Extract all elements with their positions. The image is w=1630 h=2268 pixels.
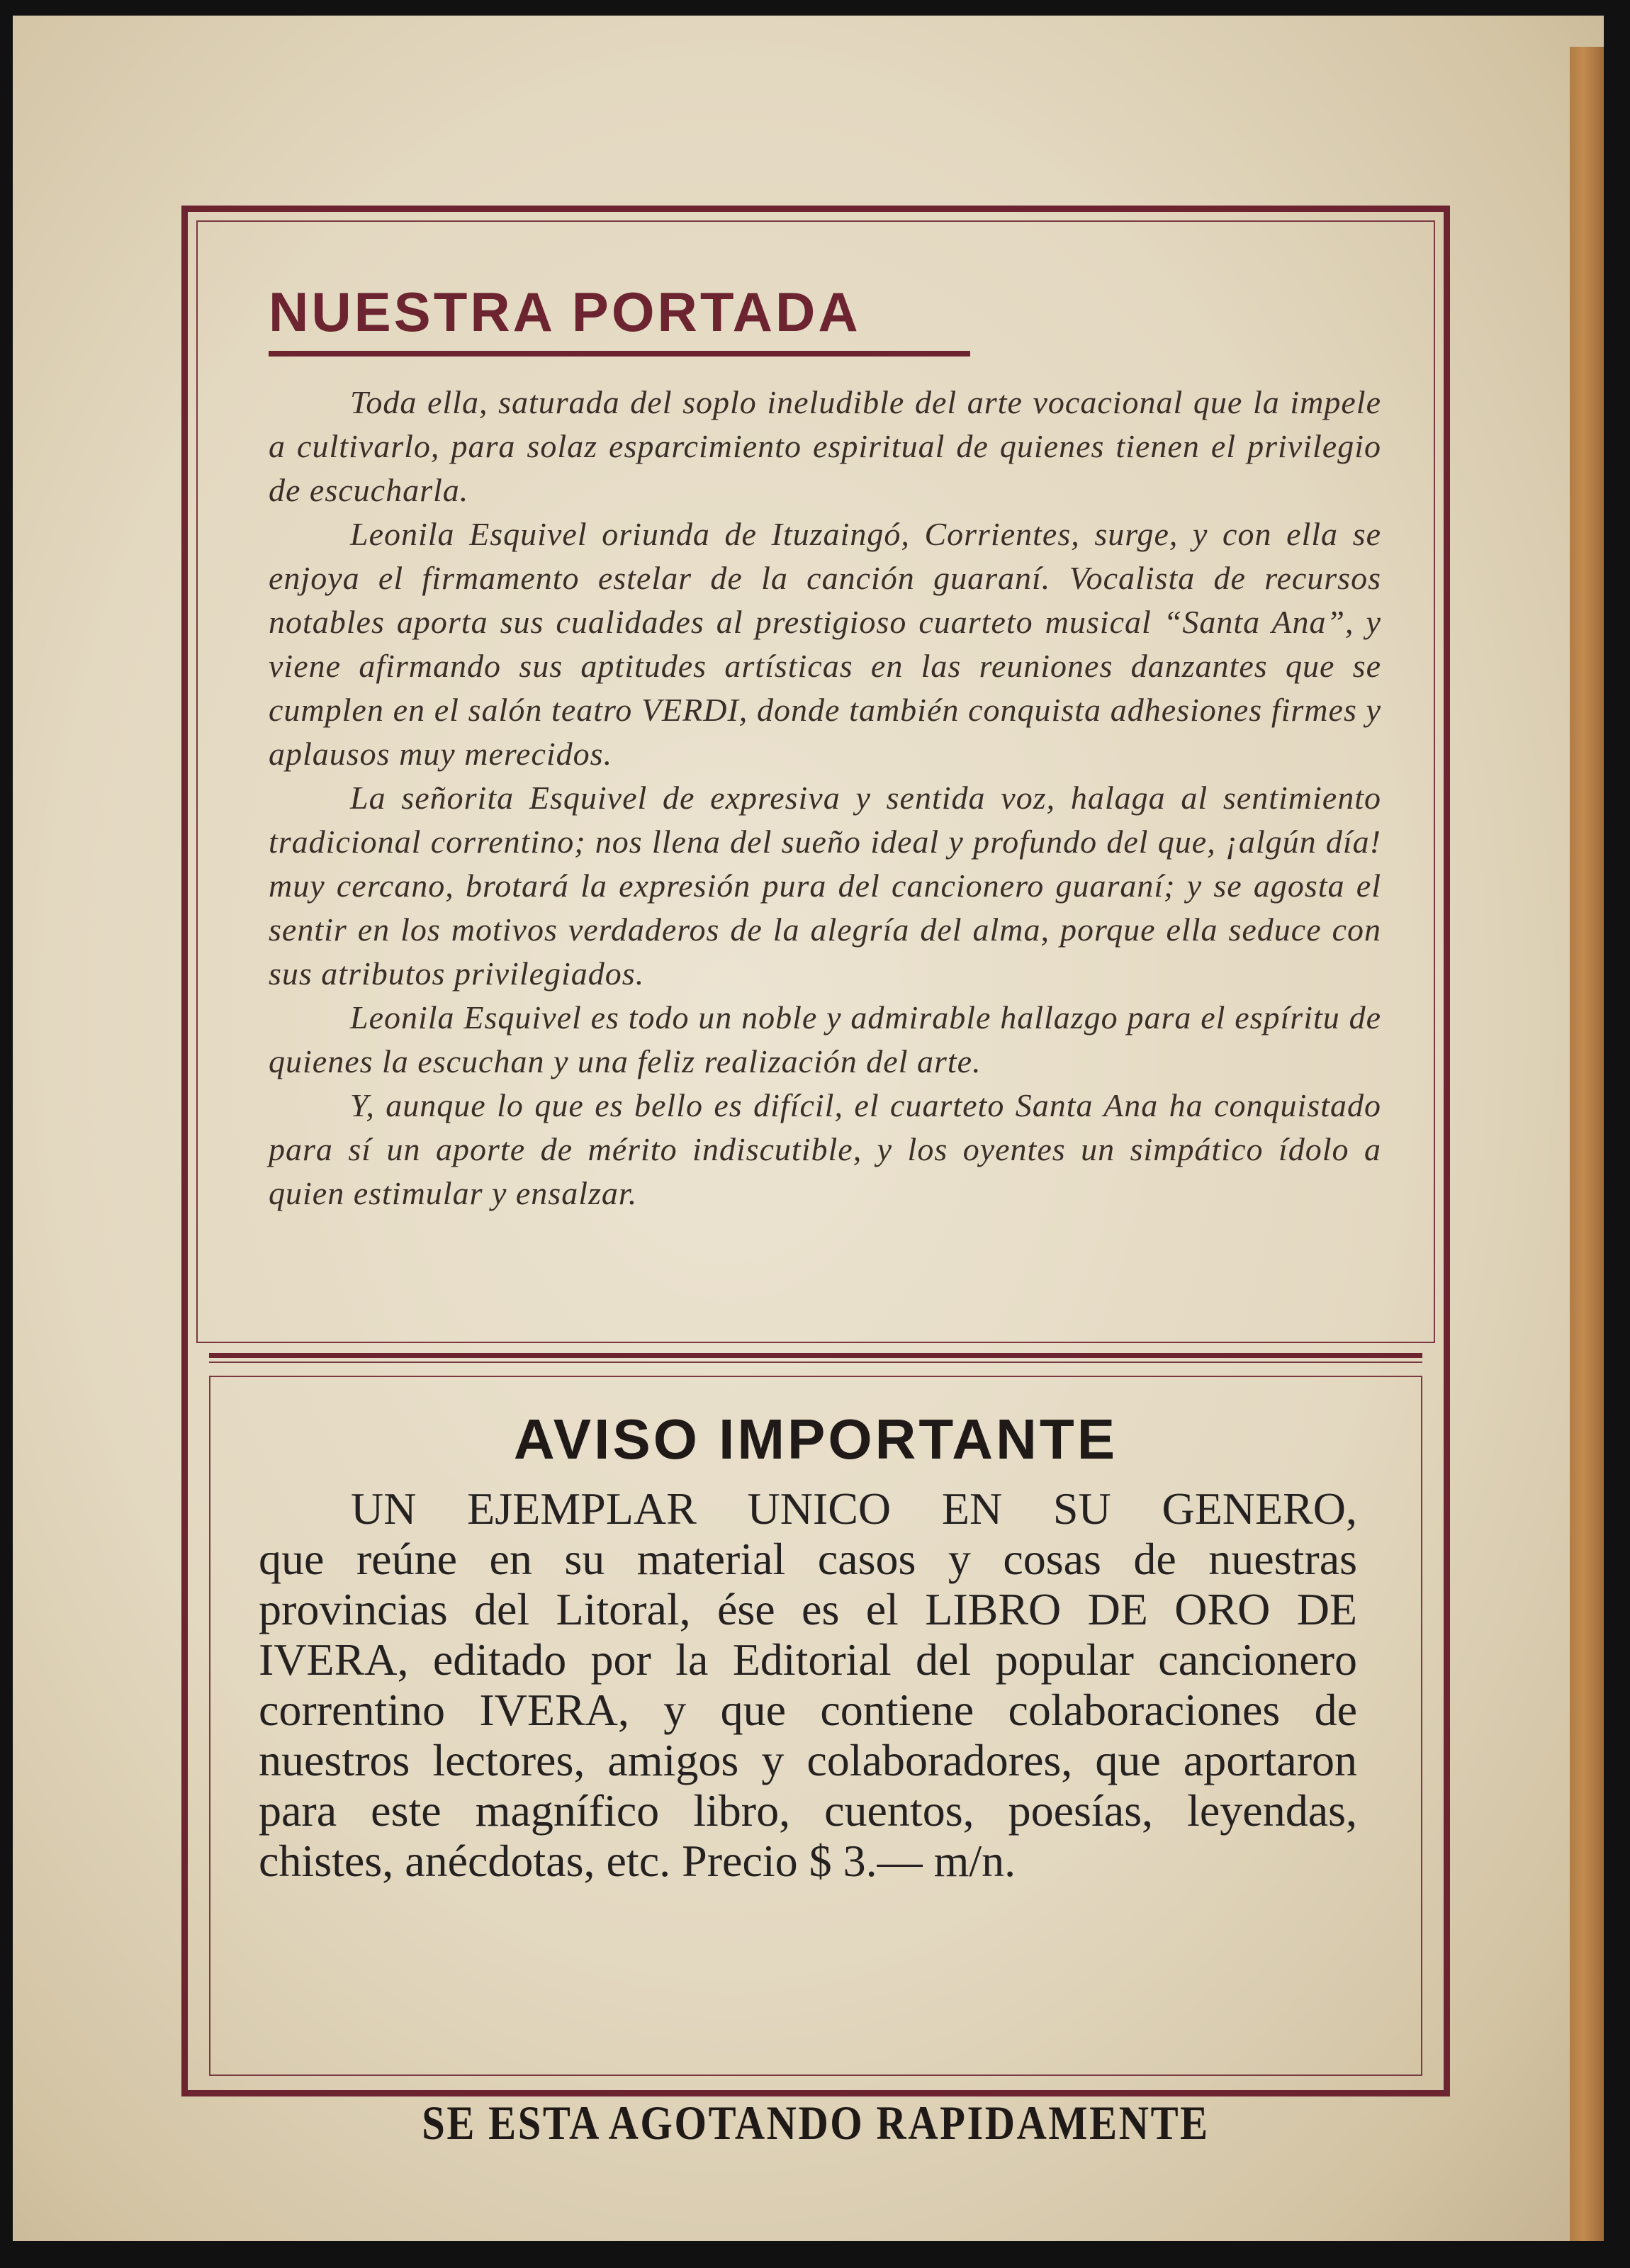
- title-underline: [269, 351, 970, 357]
- scanned-page: [13, 16, 1604, 2241]
- portada-paragraph: Leonila Esquivel oriunda de Ituzaingó, Corrientes, surge, y con ella se enjoya el firmamento estelar de la canción guaraní. Vocalista de recursos notables aporta sus cualidades al prestigioso cuarteto musical “Santa Ana”, y viene afirmando sus aptitudes artísticas en las reuniones danzantes que se cumplen en el salón teatro VERDI, donde también conquista adhesiones firmes y aplausos muy merecidos.: [269, 516, 1381, 772]
- portada-title: NUESTRA PORTADA: [269, 281, 861, 343]
- aviso-body-text: que reúne en su material casos y cosas de nuestras provincias del Litoral, ése es el LIBRO DE ORO DE IVERA, editado por la Editorial del popular cancionero correntino IVERA, y que contiene colaboraciones de nuestros lectores, amigos y colaboradores, que aportaron para este magnífico libro, cuentos, poesías, leyendas, chistes, anécdotas, etc. Precio $ 3.— m/n.: [259, 1534, 1357, 1886]
- portada-section: [196, 220, 1435, 1343]
- aviso-title: AVISO IMPORTANTE: [513, 1408, 1118, 1471]
- portada-body: [269, 381, 1381, 1216]
- aviso-footer: SE ESTA AGOTANDO RAPIDAMENTE: [422, 2096, 1210, 2150]
- section-divider: [209, 1353, 1422, 1358]
- aviso-lead: UN EJEMPLAR UNICO EN SU GENERO,: [351, 1483, 1357, 1534]
- section-divider-rule: [209, 1362, 1422, 1363]
- portada-paragraph: Toda ella, saturada del soplo ineludible del arte vocacional que la impele a cultivarlo, para solaz esparcimiento espiritual de quienes tienen el privilegio de escucharla.: [269, 384, 1381, 508]
- portada-paragraph: La señorita Esquivel de expresiva y sentida voz, halaga al sentimiento tradicional correntino; nos llena del sueño ideal y profundo del que, ¡algún día! muy cercano, brotará la expresión pura del cancionero guaraní; y se agosta el sentir en los motivos verdaderos de la alegría del alma, porque ella seduce con sus atributos privilegiados.: [269, 780, 1381, 992]
- aviso-section: [209, 1376, 1422, 2150]
- portada-paragraph: Y, aunque lo que es bello es difícil, el cuarteto Santa Ana ha conquistado para sí un aporte de mérito indiscutible, y los oyentes un simpático ídolo a quien estimular y ensalzar.: [269, 1087, 1381, 1211]
- adjacent-page-edge: [1570, 47, 1604, 2241]
- page-frame: [181, 206, 1450, 2150]
- portada-paragraph: Leonila Esquivel es todo un noble y admirable hallazgo para el espíritu de quienes la escuchan y una feliz realización del arte.: [269, 999, 1381, 1079]
- aviso-body: [259, 1483, 1357, 1886]
